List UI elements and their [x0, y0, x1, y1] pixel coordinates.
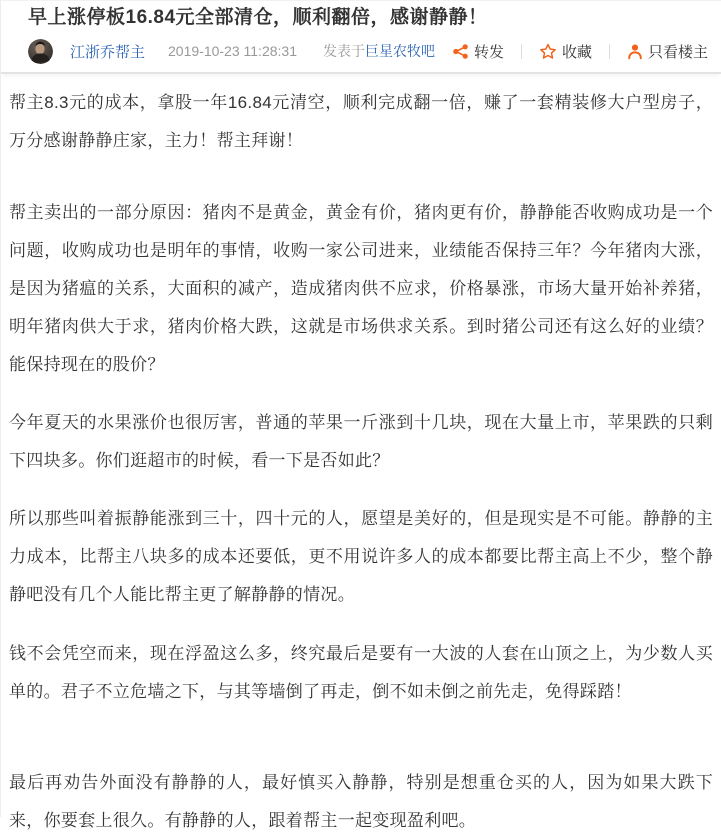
- share-label: 转发: [473, 43, 504, 61]
- author-only-button[interactable]: [610, 41, 721, 62]
- person-outline-icon: [627, 43, 643, 60]
- share-nodes-icon: [452, 43, 469, 60]
- post-actions: [435, 41, 721, 62]
- post-title: 早上涨停板16.84元全部清仓，顺利翻倍，感谢静静！: [28, 7, 488, 28]
- share-button[interactable]: [435, 41, 521, 62]
- post-content: [1, 74, 721, 840]
- avatar-photo: [28, 39, 53, 64]
- star-outline-icon: [539, 43, 557, 60]
- author-only-label: 只看楼主: [648, 43, 709, 61]
- post-paragraph: 今年夏天的水果涨价也很厉害，普通的苹果一斤涨到十几块，现在大量上市，苹果跌的只剩下四块多。你们逛超市的时候，看一下是否如此？: [9, 413, 713, 470]
- posted-in-label: 发表于: [322, 43, 365, 59]
- author-row: [28, 38, 721, 64]
- post-paragraph: 帮主8.3元的成本，拿股一年16.84元清空，顺利完成翻一倍，赚了一套精装修大户型房子，万分感谢静静庄家，主力！帮主拜谢！: [9, 93, 713, 150]
- avatar[interactable]: [28, 39, 53, 64]
- post-paragraph: 帮主卖出的一部分原因：猪肉不是黄金，黄金有价，猪肉更有价，静静能否收购成功是一个问题，收购成功也是明年的事情，收购一家公司进来，业绩能否保持三年？今年猪肉大涨，是因为猪瘟的关系，大面积的减产，造成猪肉供不应求，价格暴涨，市场大量开始补养猪，明年猪肉供大于求，猪肉价格大跌，这就是市场供求关系。到时猪公司还有这么好的业绩？能保持现在的股价？: [9, 203, 713, 374]
- post-header: [1, 0, 721, 74]
- post-paragraph: 所以那些叫着振静能涨到三十，四十元的人，愿望是美好的，但是现实是不可能。静静的主力成本，比帮主八块多的成本还要低，更不用说许多人的成本都要比帮主高上不少，整个静静吧没有几个人能比帮主更了解静静的情况。: [9, 509, 713, 604]
- forum-link[interactable]: 巨星农牧吧: [364, 43, 435, 59]
- favorite-button[interactable]: [522, 41, 609, 62]
- author-link[interactable]: 江浙乔帮主: [70, 43, 146, 61]
- post-timestamp: 2019-10-23 11:28:31: [168, 43, 297, 59]
- posted-in: [323, 41, 435, 61]
- post-paragraph: 最后再劝告外面没有静静的人，最好慎买入静静，特别是想重仓买的人，因为如果大跌下来，你要套上很久。有静静的人，跟着帮主一起变现盈利吧。: [9, 773, 713, 830]
- favorite-label: 收藏: [562, 43, 593, 61]
- post-paragraph: 钱不会凭空而来，现在浮盈这么多，终究最后是要有一大波的人套在山顶之上，为少数人买单的。君子不立危墙之下，与其等墙倒了再走，倒不如未倒之前先走，免得踩踏！: [9, 644, 713, 701]
